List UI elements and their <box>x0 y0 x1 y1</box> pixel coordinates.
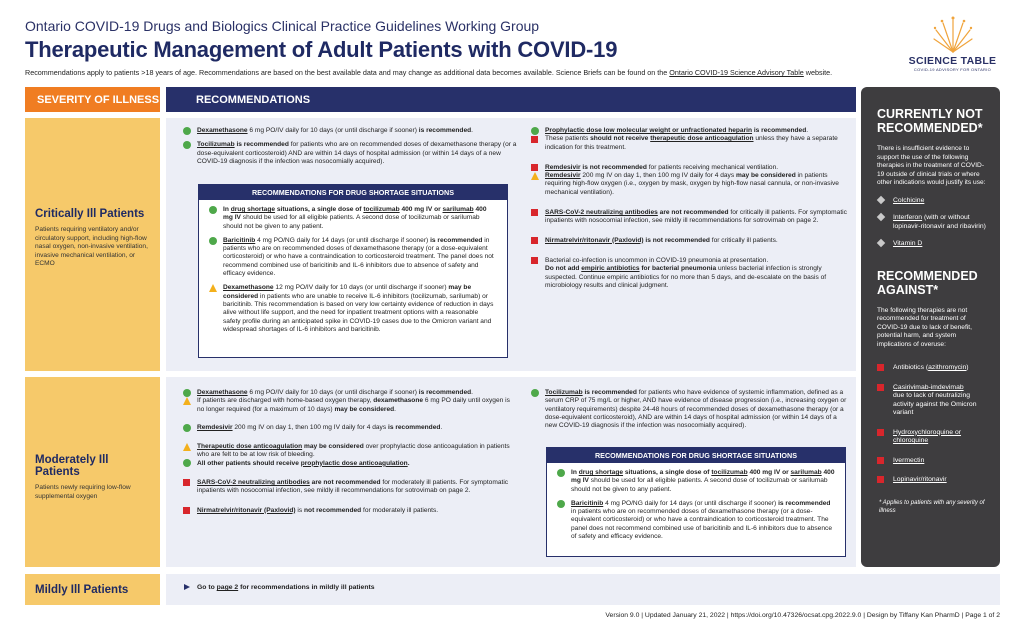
yellow-triangle-icon <box>183 397 191 405</box>
list-item: Nirmatrelvir/ritonavir (Paxlovid) is not recommended for moderately ill patients. <box>183 507 518 515</box>
diamond-icon <box>877 239 885 247</box>
severity-column-header: SEVERITY OF ILLNESS <box>25 87 160 112</box>
moderate-desc: Patients newly requiring low-flow supplemental oxygen <box>35 484 131 500</box>
moderate-severity-cell <box>25 377 160 567</box>
not-recommended-title: CURRENTLY NOT RECOMMENDED* <box>877 107 983 135</box>
list-item: Therapeutic dose anticoagulation may be considered over prophylactic dose anticoagulation in patients who are felt to be at low risk of bleeding. All other patients should receive prophylactic dose anticoagulation. <box>183 443 518 468</box>
critical-desc: Patients requiring ventilatory and/or circulatory support, including high-flow nasal oxygen, non-invasive ventilation, invasive mechanical ventilation, or ECMO <box>35 226 148 268</box>
list-item: SARS-CoV-2 neutralizing antibodies are not recommended for moderately ill patients. For symptomatic inpatients with nosocomial infection, see mildly ill recommendations for sotrovimab on page 2. <box>183 479 518 496</box>
org-name: Ontario COVID-19 Drugs and Biologics Clinical Practice Guidelines Working Group <box>25 18 540 34</box>
list-item: Casirivimab-imdevimab due to lack of neutralizing activity against the Omicron variant <box>877 384 990 418</box>
list-item: In drug shortage situations, a single dose of tocilizumab 400 mg IV or sarilumab 400 mg IV should be used for all eligible patients. A second dose of tocilizumab or sarilumab should not be given to any patient. <box>209 206 497 231</box>
green-dot-icon <box>183 141 191 149</box>
moderate-name: Moderately Ill Patients <box>35 454 109 478</box>
list-item: Hydroxychloroquine or chloroquine <box>877 429 990 446</box>
list-item: SARS-CoV-2 neutralizing antibodies are not recommended for critically ill patients. For symptomatic inpatients with nosocomial infection, see mildly ill recommendations for sotrovimab on page 2. <box>531 209 849 226</box>
shortage-title: RECOMMENDATIONS FOR DRUG SHORTAGE SITUATIONS <box>547 448 845 463</box>
science-table-logo <box>905 14 1000 84</box>
red-square-icon <box>183 507 190 514</box>
logo-subtitle: COVID-19 ADVISORY FOR ONTARIO <box>913 67 992 72</box>
red-square-icon <box>877 429 884 436</box>
mild-severity-cell <box>25 574 160 605</box>
green-dot-icon <box>209 206 217 214</box>
list-item: Dexamethasone 6 mg PO/IV daily for 10 days (or until discharge if sooner) is recommended. <box>183 127 518 135</box>
page-2-link[interactable]: page 2 <box>216 584 239 591</box>
list-item: Dexamethasone 12 mg PO/IV daily for 10 days (or until discharge if sooner) may be considered in patients who are unable to receive IL-6 inhibitors (tocilizumab, sarilumab) or baricitinib. This recommendation is based on very low certainty evidence of reduction in days alive without life support, and the need for inpatient treatment options with a reasonable safety profile during an anticipated spike in COVID-19 cases due to the Omicron variant and widespread shortages of IL-6 inhibitors and baricitinib. <box>209 284 497 334</box>
science-table-link[interactable]: Ontario COVID-19 Science Advisory Table <box>669 68 804 77</box>
not-recommended-list <box>877 197 990 249</box>
green-dot-icon <box>531 389 539 397</box>
list-item: Dexamethasone 6 mg PO/IV daily for 10 days (or until discharge if sooner) is recommended. If patients are discharged with home-based oxygen therapy, dexamethasone 6 mg PO daily until oxygen is no longer required (for a maximum of 10 days) may be considered. <box>183 389 518 414</box>
page-footer: Version 9.0 | Updated January 21, 2022 | https://doi.org/10.47326/ocsat.cpg.2022.9.0 | Design by Tiffany Kan PharmD | Page 1 of 2 <box>605 612 1000 619</box>
red-square-icon <box>531 164 538 171</box>
moderate-shortage-box <box>546 447 846 557</box>
not-recommended-desc: There is insufficient evidence to support the use of the following therapies in the treatment of COVID-19 outside of clinical trials or where other indications would justify its use: <box>877 145 986 186</box>
shortage-title: RECOMMENDATIONS FOR DRUG SHORTAGE SITUATIONS <box>199 185 507 200</box>
red-square-icon <box>531 237 538 244</box>
list-item: Remdesivir is not recommended for patients receiving mechanical ventilation. Remdesivir 200 mg IV on day 1, then 100 mg IV daily for 4 days may be considered in patients requiring high-flow oxygen (i.e., oxygen by mask, oxygen by high-flow nasal cannula, or non-invasive mechanical ventilation). <box>531 164 849 197</box>
list-item: Nirmatrelvir/ritonavir (Paxlovid) is not recommended for critically ill patients. <box>531 237 849 245</box>
yellow-triangle-icon <box>531 172 539 180</box>
red-square-icon <box>531 136 538 143</box>
recommended-against-list <box>877 364 990 485</box>
sidebar <box>861 87 1000 567</box>
moderate-recommendations <box>166 377 856 567</box>
list-item: Tocilizumab is recommended for patients who are on recommended doses of dexamethasone therapy (or a dose-equivalent corticosteroid) AND are within 14 days of hospital admission (or within 14 days of a new COVID-19 diagnosis if the infection was nosocomially acquired). <box>183 141 518 166</box>
critical-severity-cell <box>25 118 160 371</box>
page-title: Therapeutic Management of Adult Patients with COVID-19 <box>25 37 618 62</box>
critical-shortage-box <box>198 184 508 358</box>
list-item: Bacterial co-infection is uncommon in COVID-19 pneumonia at presentation. Do not add empiric antibiotics for bacterial pneumonia unless bacterial infection is strongly suspected. Continue empiric antibiotics for no more than 5 days, and de-escalate on the basis of microbiology results and clinical judgment. <box>531 257 849 290</box>
diamond-icon <box>877 213 885 221</box>
green-dot-icon <box>557 469 565 477</box>
list-item: Antibiotics (azithromycin) <box>877 364 990 373</box>
list-item: Vitamin D <box>877 240 990 249</box>
list-item: Interferon (with or without lopinavir-ritonavir and ribavirin) <box>877 214 990 231</box>
list-item: Colchicine <box>877 197 990 206</box>
yellow-triangle-icon <box>183 443 191 451</box>
list-item: Remdesivir 200 mg IV on day 1, then 100 mg IV daily for 4 days is recommended. <box>183 424 518 432</box>
red-square-icon <box>531 209 538 216</box>
green-dot-icon <box>183 424 191 432</box>
list-item: Baricitinib 4 mg PO/NG daily for 14 days (or until discharge if sooner) is recommended in patients who are on recommended doses of dexamethasone therapy (or a dose-equivalent corticosteroid) or who have a contraindication to corticosteroid treatment. The panel does not recommend combined use of baricitinib and IL-6 inhibitors due to absence of safety and efficacy evidence. <box>209 237 497 278</box>
list-item: Lopinavir/ritonavir <box>877 476 990 485</box>
list-item: Prophylactic dose low molecular weight or unfractionated heparin is recommended. These patients should not receive therapeutic dose anticoagulation unless they have a separate indication for this treatment. <box>531 127 849 152</box>
green-dot-icon <box>183 459 191 467</box>
critical-left-column <box>183 127 518 172</box>
list-item: Tocilizumab is recommended for patients who have evidence of systemic inflammation, defined as a serum CRP of 75 mg/L or higher, AND have evidence of disease progression (i.e., increasing oxygen or ventilatory requirements) despite 24-48 hours of recommended doses of dexamethasone therapy (or a dose-equivalent corticosteroid), AND are within 14 days of hospital admission (or within 14 days of a new COVID-19 diagnosis if the infection was nosocomially acquired). <box>531 389 849 430</box>
recommended-against-title: RECOMMENDED AGAINST* <box>877 268 978 297</box>
recommendations-column-header: RECOMMENDATIONS <box>166 87 856 112</box>
list-item: Baricitinib 4 mg PO/NG daily for 14 days (or until discharge if sooner) is recommended in patients who are on recommended doses of dexamethasone therapy (or a dose-equivalent corticosteroid) or who have a contraindication to corticosteroid treatment. The panel does not recommend combined use of baricitinib and IL-6 inhibitors due to absence of safety and efficacy evidence. <box>557 500 835 541</box>
moderate-left-column <box>183 389 518 521</box>
yellow-triangle-icon <box>209 284 217 292</box>
diamond-icon <box>877 195 885 203</box>
play-arrow-icon <box>184 584 190 590</box>
green-dot-icon <box>531 127 539 135</box>
mild-recommendations: Go to page 2 for recommendations in mildly ill patients <box>166 574 1000 605</box>
moderate-right-column <box>531 389 849 436</box>
red-square-icon <box>531 257 538 264</box>
green-dot-icon <box>183 389 191 397</box>
critical-right-column <box>531 127 849 296</box>
list-item: In drug shortage situations, a single dose of tocilizumab 400 mg IV or sarilumab 400 mg IV should be used for all eligible patients. A second dose of tocilizumab or sarilumab should not be given to any patient. <box>557 469 835 494</box>
green-dot-icon <box>557 500 565 508</box>
subtitle: Recommendations apply to patients >18 years of age. Recommendations are based on the best available data and may change as additional data becomes available. Science Briefs can be found on the Ontario COVID-19 Science Advisory Table website. <box>25 68 833 77</box>
sunburst-icon <box>933 14 973 54</box>
red-square-icon <box>877 476 884 483</box>
red-square-icon <box>877 384 884 391</box>
green-dot-icon <box>209 237 217 245</box>
mild-name: Mildly Ill Patients <box>35 584 129 596</box>
logo-title: SCIENCE TABLE <box>908 55 997 67</box>
critical-name: Critically Ill Patients <box>35 208 145 220</box>
recommended-against-desc: The following therapies are not recommended for treatment of COVID-19 due to lack of benefit, potential harm, and system implications of overuse: <box>877 306 972 348</box>
list-item: Ivermectin <box>877 457 990 466</box>
critical-recommendations <box>166 118 856 371</box>
red-square-icon <box>183 479 190 486</box>
red-square-icon <box>877 457 884 464</box>
footnote: * Applies to patients with any severity of illness <box>879 499 985 514</box>
red-square-icon <box>877 364 884 371</box>
green-dot-icon <box>183 127 191 135</box>
